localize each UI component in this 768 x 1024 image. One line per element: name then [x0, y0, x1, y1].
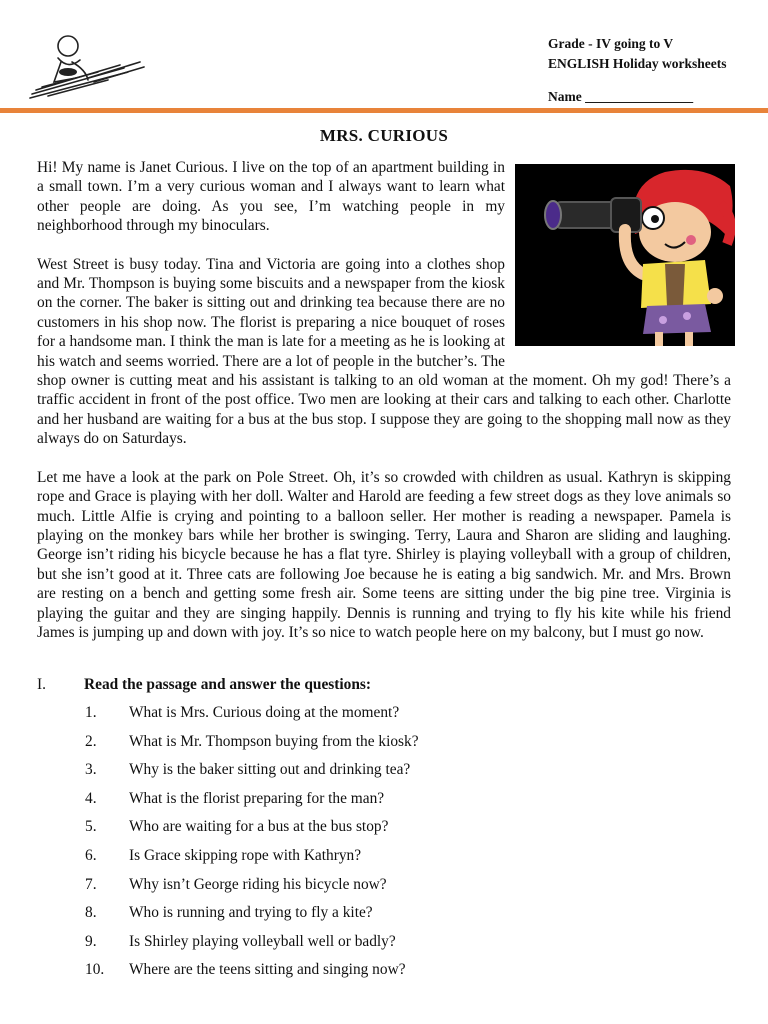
- question-text: Why isn’t George riding his bicycle now?: [129, 875, 387, 893]
- list-item: [37, 790, 731, 819]
- list-item: [37, 761, 731, 790]
- list-item: [37, 704, 731, 733]
- list-item: [37, 818, 731, 847]
- question-number: 8.: [85, 904, 97, 922]
- list-item: [37, 847, 731, 876]
- question-text: Why is the baker sitting out and drinking tea?: [129, 761, 411, 779]
- paragraph-2: West Street is busy today. Tina and Victoria are going into a clothes shop and Mr. Thompson is buying some biscuits and a newspaper from the kiosk on the corner. The baker is sitting out and drinking tea because there are no customers in his shop now. The florist is preparing a nice bouquet of roses for a handsome man. I think the man is late for a meeting as he is looking at his watch and seems worried. There are a lot of people in the butcher’s. The shop owner is cutting meat and his assistant is talking to an old woman at the moment. Oh my god! There’s a traffic accident in front of the post office. Two men are looking at their cars and talking to each other. Charlotte and her husband are waiting for a bus at the bus stop. I suppose they are going to the shopping mall now as they always do on Saturdays.: [37, 255, 731, 448]
- question-number: 7.: [85, 875, 97, 893]
- questions-section: [37, 676, 731, 990]
- list-item: [37, 961, 731, 990]
- section-heading: [37, 676, 731, 698]
- question-text: Where are the teens sitting and singing now?: [129, 961, 406, 979]
- question-text: What is the florist preparing for the man?: [129, 789, 385, 807]
- question-list: [37, 704, 731, 990]
- list-item: [37, 933, 731, 962]
- child-reading-logo-icon: [28, 32, 148, 102]
- page-title: MRS. CURIOUS: [319, 126, 449, 145]
- question-number: 2.: [85, 732, 97, 750]
- question-text: Who are waiting for a bus at the bus stop?: [129, 818, 389, 836]
- question-number: 1.: [85, 704, 97, 721]
- question-text: What is Mr. Thompson buying from the kiosk?: [129, 732, 419, 750]
- question-text: What is Mrs. Curious doing at the moment?: [129, 704, 400, 721]
- question-number: 9.: [85, 932, 97, 950]
- question-text: Is Grace skipping rope with Kathryn?: [129, 846, 362, 864]
- section-number: I.: [37, 676, 46, 693]
- worksheet-header: [0, 0, 768, 114]
- girl-with-binoculars-icon: [515, 164, 735, 346]
- question-number: 10.: [85, 961, 105, 979]
- name-field-label: Name ________________: [548, 89, 694, 104]
- question-number: 6.: [85, 846, 97, 864]
- question-text: Who is running and trying to fly a kite?: [129, 904, 373, 922]
- paragraph-3: Let me have a look at the park on Pole Street. Oh, it’s so crowded with children as usual. Kathryn is skipping rope and Grace is playing with her doll. Walter and Harold are feeding a few street dogs as they love animals so much. Little Alfie is crying and pointing to a balloon seller. Her mother is reading a newspaper. Pamela is playing on the monkey bars while her brother is swinging. Terry, Laura and Sharon are sliding and laughing. George isn’t riding his bicycle because he has a flat tyre. Shirley is playing volleyball with a group of children, but she isn’t good at it. Three cats are following Joe because he is eating a big sandwich. Mr. and Mrs. Brown are resting on a bench and getting some fresh air. Some teens are sitting under the big pine tree. Virginia is playing the guitar and they are singing happily. Dennis is running and trying to fly his kite while his friend James is jumping up and down with joy. It’s so nice to watch people here on my balcony, but I must go now.: [37, 468, 731, 641]
- list-item: [37, 876, 731, 905]
- question-number: 4.: [85, 789, 97, 807]
- list-item: [37, 904, 731, 933]
- question-text: Is Shirley playing volleyball well or badly?: [129, 932, 396, 950]
- section-title: Read the passage and answer the questions:: [84, 676, 372, 693]
- worksheet-label: ENGLISH Holiday worksheets: [548, 56, 727, 71]
- grade-info: [548, 34, 727, 107]
- list-item: [37, 733, 731, 762]
- header-divider: [0, 108, 768, 113]
- grade-label: Grade - IV going to V: [548, 36, 674, 51]
- question-number: 3.: [85, 761, 97, 779]
- paragraph-1: Hi! My name is Janet Curious. I live on the top of an apartment building in a small town. I’m a very curious woman and I always want to learn what other people are doing. As you see, I’m watching people in my neighborhood through my binoculars.: [37, 159, 505, 235]
- question-number: 5.: [85, 818, 97, 836]
- reading-passage: [37, 158, 731, 642]
